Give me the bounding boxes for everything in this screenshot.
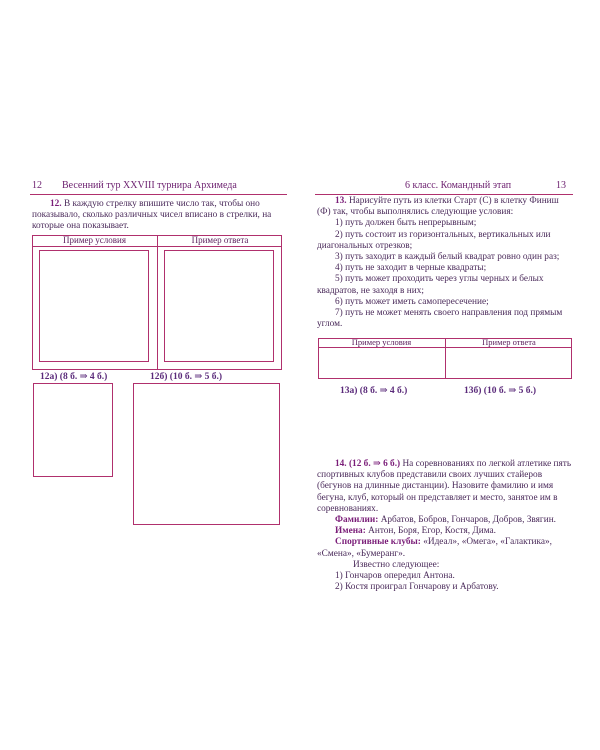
grid-cell: [358, 398, 371, 411]
grid-cell: [474, 424, 487, 437]
finish-label: Ф: [529, 400, 536, 410]
grid-cell: [474, 411, 487, 424]
part-12a-label: 12а) (8 б. ⇒ 4 б.): [40, 372, 108, 382]
answer-number: 2: [203, 341, 208, 352]
problem-13-text: 13. Нарисуйте путь из клетки Старт (С) в клетку Финиш (Ф) так, чтобы выполнялись следующие условия: 1) путь должен быть непрерывным; 2) путь состоит из горизонтальных, вертикальных или диагональных отрезков; 3) путь заходит в каждый белый квадрат ровно один раз; 4) путь не заходит в черные квадраты; 5) путь может проходить через углы черных и белых квадратов, не заходя в них; 6) путь может иметь самопересечение; 7) путь не может менять своего направления под прямым углом.: [317, 196, 572, 330]
grid-cell: [384, 424, 397, 437]
grid-cell: [383, 349, 392, 358]
grid-cell: [507, 367, 516, 376]
grid-cell: [513, 424, 526, 437]
example-condition-caption: Пример условия: [63, 235, 126, 245]
grid-cell: [487, 411, 500, 424]
answer-number: 2: [176, 341, 181, 352]
start-label: С: [367, 366, 374, 376]
left-running-title: Весенний тур XXVIII турнира Архимеда: [62, 180, 237, 191]
grid-cell: [383, 367, 392, 376]
grid-cell: [397, 437, 410, 450]
part-13b-label: 13б) (10 б. ⇒ 5 б.): [464, 386, 537, 396]
grid-cell: [397, 411, 410, 424]
grid-cell: [365, 349, 374, 358]
answer-number: 1: [257, 287, 262, 298]
finish-label: Ф: [376, 348, 383, 358]
grid-cell: [358, 424, 371, 437]
grid-12b-frame: [133, 383, 280, 525]
grid-cell: [384, 411, 397, 424]
answer-number: 2: [176, 314, 181, 325]
grid-cell: [383, 358, 392, 367]
answer-number: 1: [230, 287, 235, 298]
grid-cell: [487, 437, 500, 450]
answer-number: 2: [230, 341, 235, 352]
grid-cell: [397, 424, 410, 437]
grid-cell: [384, 398, 397, 411]
grid-cell: [507, 349, 516, 358]
finish-label: Ф: [500, 348, 507, 358]
known-label: Известно следующее:: [353, 559, 440, 570]
problem-14-text: 14. (12 б. ⇒ 6 б.) На соревнованиях по легкой атлетике пять спортивных клубов представили своих лучших стайеров (бегунов на длинные дистанции). Назовите фамилию и имя бегуна, клуб, который он представляет и место, занятое им в соревнованиях. Фамилии: Арбатов, Бобров, Гончаров, Добров, Звягин. Имена: Антон, Боря, Егор, Костя, Дима. Спортивные клубы: «Идеал», «Омега», «Галактика», «Смена», «Бумеранг». Известно следующее: 1) Гончаров опередил Антона. 2) Костя проиграл Гончарову и Арбатову.: [317, 459, 572, 593]
example-answer-caption: Пример ответа: [191, 235, 249, 245]
grid-cell: [474, 437, 487, 450]
grid-cell: [526, 411, 539, 424]
grid-cell: [500, 437, 513, 450]
part-13a-label: 13а) (8 б. ⇒ 4 б.): [340, 386, 408, 396]
answer-number: 2: [203, 260, 208, 271]
grid-cell: [487, 398, 500, 411]
left-header-rule: [30, 194, 287, 195]
start-label: С: [361, 439, 368, 449]
condition-4: 4) путь не заходит в черные квадраты;: [335, 263, 487, 274]
condition-6: 6) путь может иметь самопересечение;: [335, 296, 489, 307]
fact-2: 2) Костя проиграл Гончарову и Арбатову.: [335, 582, 499, 593]
problem-12-text: 12. В каждую стрелку впишите число так, чтобы оно показывало, сколько различных чисел вписано в стрелки, на которые она показывает.: [32, 199, 272, 232]
answer-number: 1: [230, 314, 235, 325]
condition-1: 1) путь должен быть непрерывным;: [335, 218, 477, 229]
example13-answer-caption: Пример ответа: [482, 337, 536, 347]
grid-cell: [500, 411, 513, 424]
grid-cell: [513, 411, 526, 424]
grid-cell: [358, 411, 371, 424]
grid-cell: [526, 437, 539, 450]
grid-cell: [526, 424, 539, 437]
grid-cell: [513, 398, 526, 411]
grid-cell: [384, 437, 397, 450]
condition-2: 2) путь состоит из горизонтальных, вертикальных или диагональных отрезков;: [317, 229, 551, 251]
grid-cell: [489, 349, 498, 358]
fact-1: 1) Гончаров опередил Антона.: [335, 571, 455, 582]
grid-cell: [374, 367, 383, 376]
grid-cell: [371, 398, 384, 411]
right-running-title: 6 класс. Командный этап: [405, 180, 512, 191]
part-12b-label: 12б) (10 б. ⇒ 5 б.): [150, 372, 223, 382]
answer-number: 1: [203, 287, 208, 298]
grid-cell: [513, 437, 526, 450]
condition-3: 3) путь заходит в каждый белый квадрат ровно один раз;: [335, 252, 560, 263]
answer-number: 2: [257, 341, 262, 352]
answer-number: 3: [176, 260, 181, 271]
grid-cell: [474, 398, 487, 411]
grid-cell: [371, 411, 384, 424]
grid-12a-frame: [33, 383, 113, 477]
finish-label: Ф: [400, 400, 407, 410]
answer-number: 2: [230, 260, 235, 271]
right-header-rule: [315, 194, 573, 195]
left-page-number: 12: [32, 180, 42, 191]
answer-number: 2: [176, 287, 181, 298]
answer-number: 2: [257, 314, 262, 325]
answer-number: 2: [257, 260, 262, 271]
answer-number: 2: [203, 314, 208, 325]
start-label: С: [477, 452, 484, 462]
grid-cell: [487, 424, 500, 437]
grid-cell: [374, 358, 383, 367]
start-label: С: [491, 366, 498, 376]
condition-5: 5) путь может проходить через углы черных и белых квадратов, не заходя в них;: [317, 274, 544, 296]
grid-cell: [500, 424, 513, 437]
condition-7: 7) путь не может менять своего направления под прямым углом.: [317, 308, 563, 330]
grid-cell: [371, 424, 384, 437]
example13-condition-caption: Пример условия: [351, 337, 412, 347]
right-page-number: 13: [556, 180, 566, 191]
grid-cell: [500, 398, 513, 411]
grid-cell: [371, 437, 384, 450]
